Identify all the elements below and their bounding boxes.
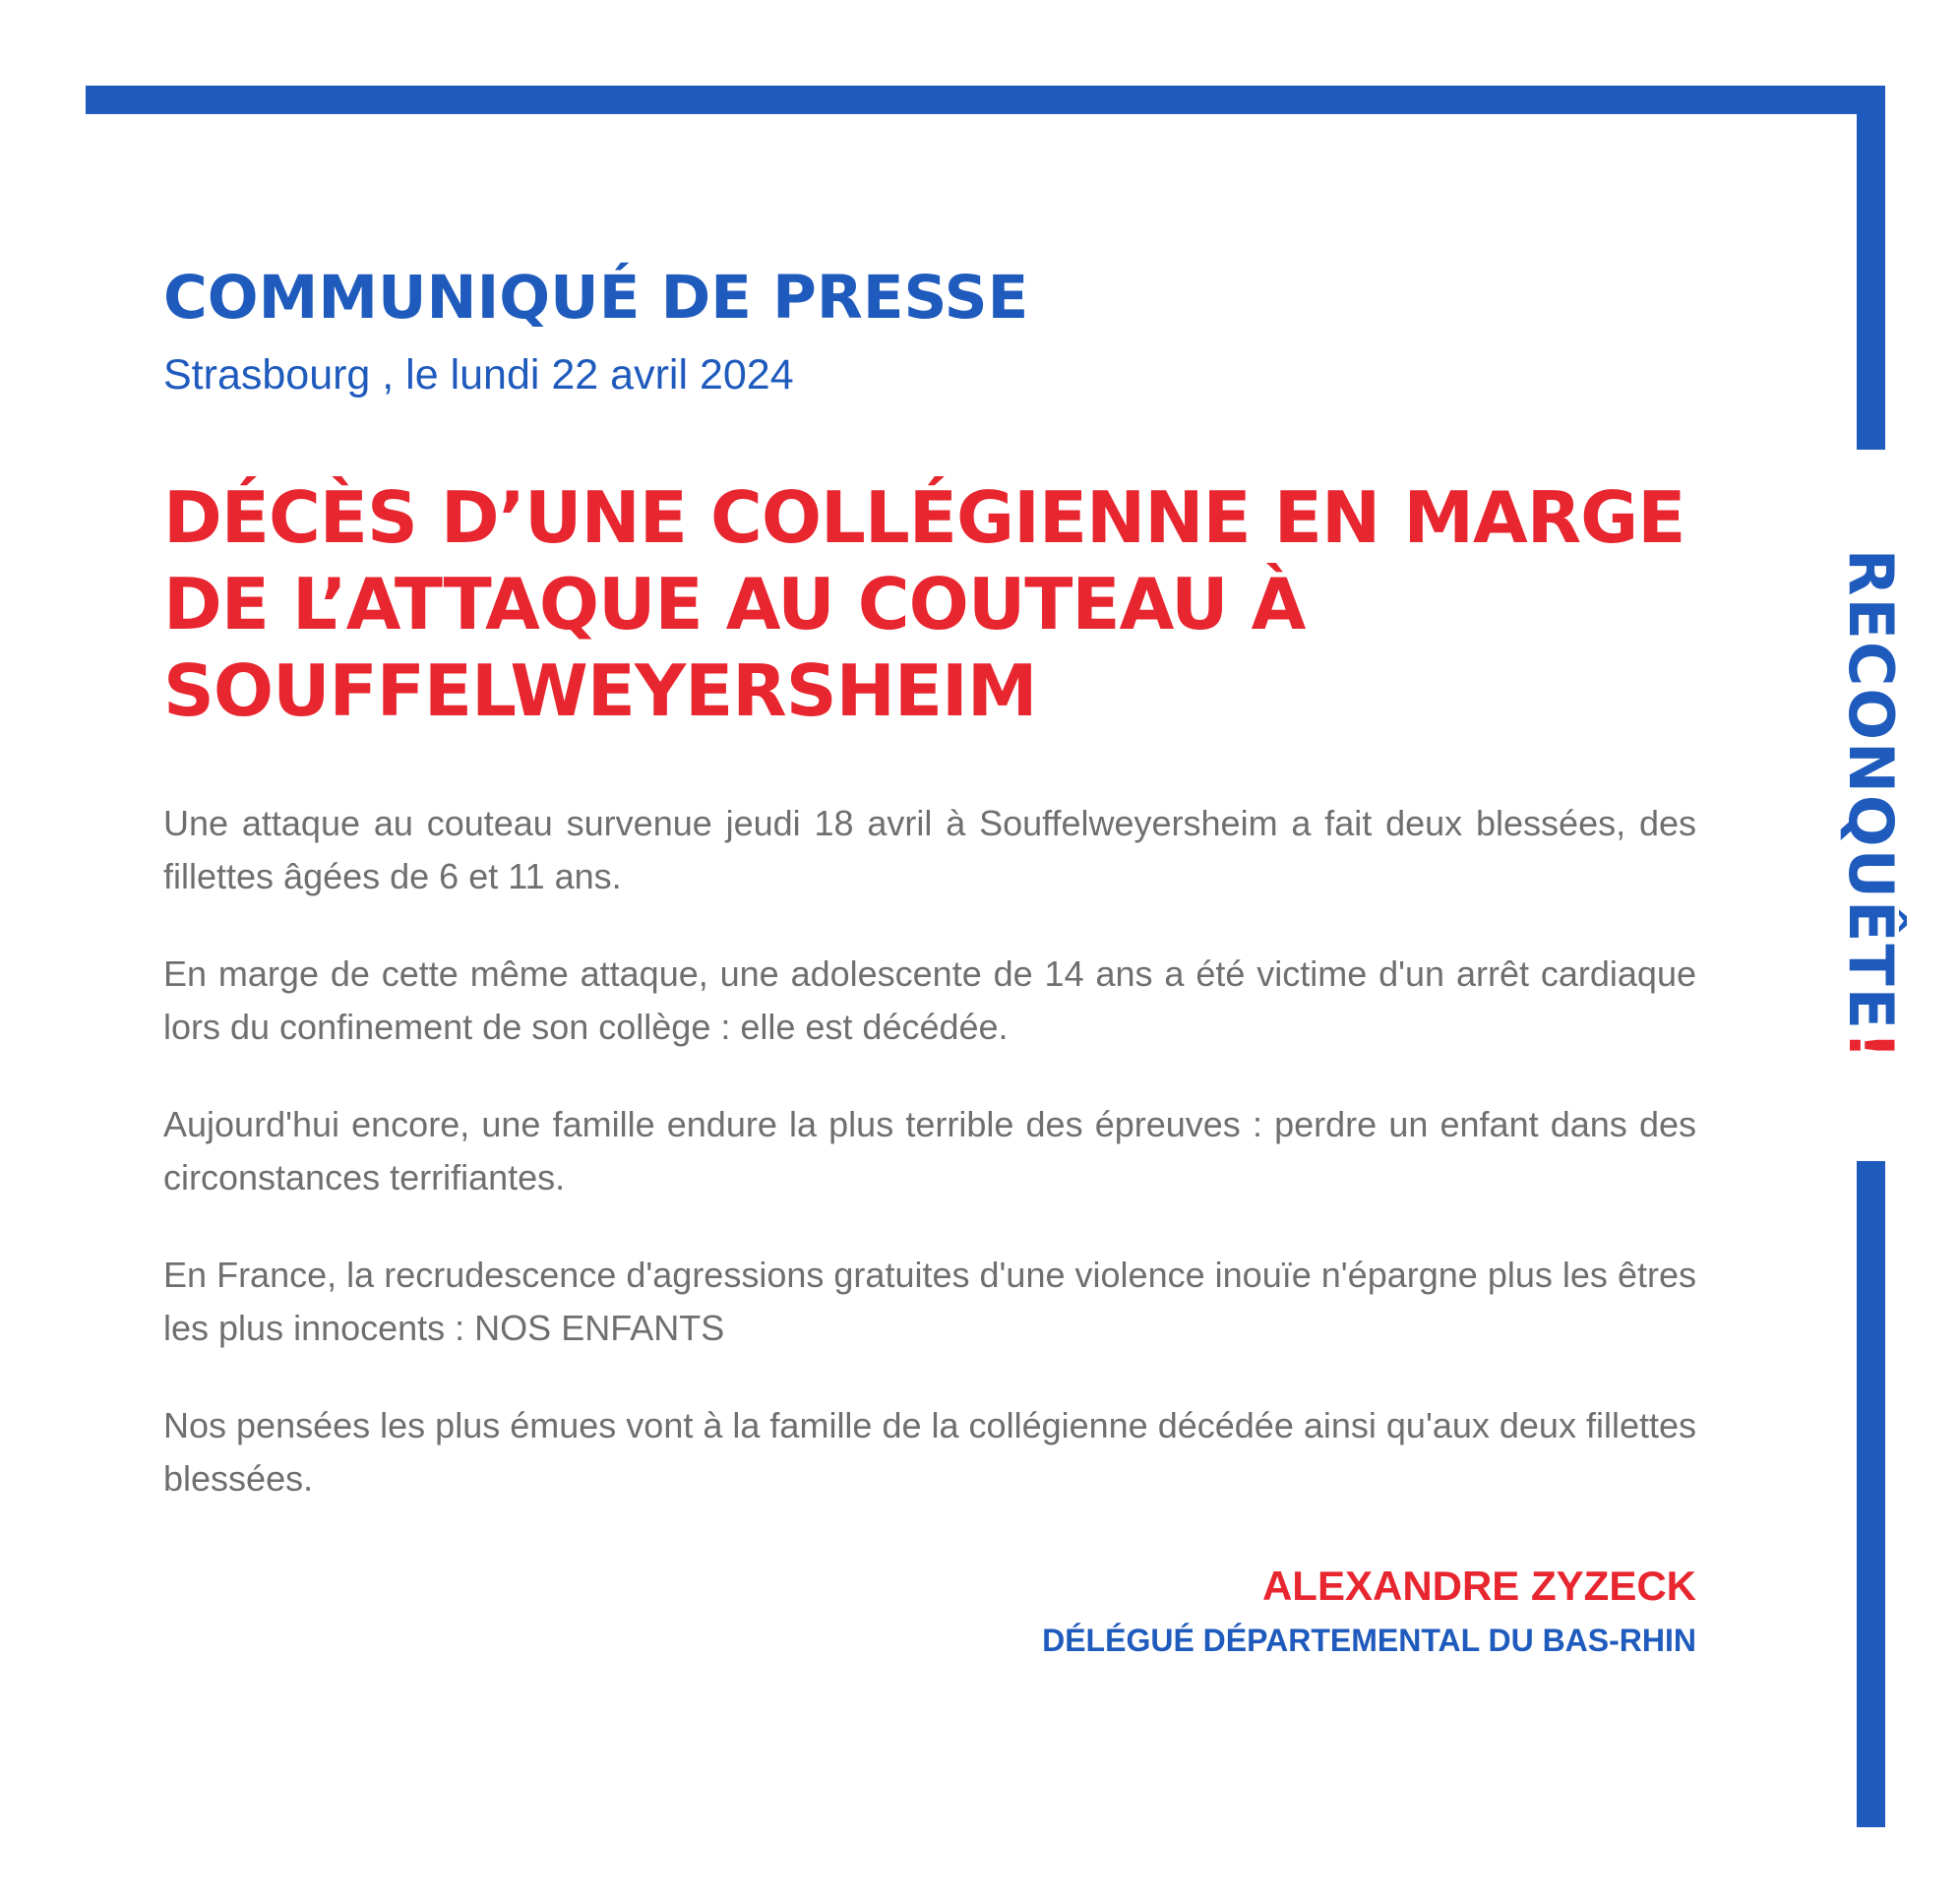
body-paragraph: En marge de cette même attaque, une adolescente de 14 ans a été victime d'un arrêt cardiaque lors du confinement de son collège : elle est décédée. [163, 953, 1696, 1047]
body-paragraph: Nos pensées les plus émues vont à la famille de la collégienne décédée ainsi qu'aux deux fillettes blessées. [163, 1405, 1696, 1499]
body-text [163, 797, 1696, 1550]
frame-right-bar-upper [1857, 86, 1885, 450]
brand-logo-text: RECONQUÊTE [1835, 548, 1907, 1031]
body-paragraph: En France, la recrudescence d'agressions gratuites d'une violence inouïe n'épargne plus les êtres les plus innocents : NOS ENFANTS [163, 1255, 1696, 1348]
headline: DÉCÈS D’UNE COLLÉGIENNE EN MARGE DE L’ATTAQUE AU COUTEAU À SOUFFELWEYERSHEIM [163, 476, 1685, 732]
brand-logo [1835, 548, 1907, 1062]
signature-block [1042, 1565, 1696, 1656]
document-type-title: COMMUNIQUÉ DE PRESSE [163, 263, 1029, 333]
frame-top-bar [86, 86, 1885, 114]
body-paragraph: Aujourd'hui encore, une famille endure la plus terrible des épreuves : perdre un enfant dans des circonstances terrifiantes. [163, 1104, 1696, 1197]
signature-title: DÉLÉGUÉ DÉPARTEMENTAL DU BAS-RHIN [1042, 1623, 1696, 1658]
body-paragraph: Une attaque au couteau survenue jeudi 18 avril à Souffelweyersheim a fait deux blessées, des fillettes âgées de 6 et 11 ans. [163, 803, 1696, 896]
frame-right-bar-lower [1857, 1161, 1885, 1827]
dateline: Strasbourg , le lundi 22 avril 2024 [163, 351, 794, 399]
brand-logo-exclamation: ! [1835, 1030, 1907, 1062]
signature-name: ALEXANDRE ZYZECK [1261, 1563, 1696, 1609]
